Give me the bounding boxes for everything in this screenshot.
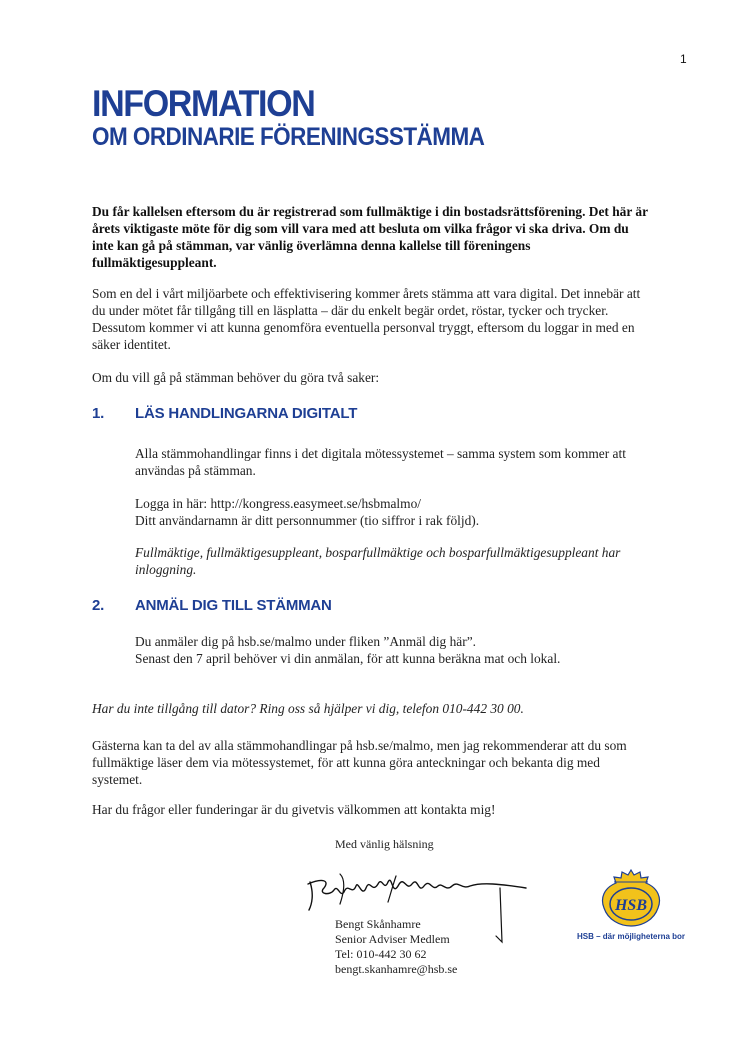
two-steps-paragraph: Om du vill gå på stämman behöver du göra två saker: xyxy=(92,370,380,385)
contact-paragraph: Har du frågor eller funderingar är du givetvis välkommen att kontakta mig! xyxy=(92,802,496,817)
section-1-title: LÄS HANDLINGARNA DIGITALT xyxy=(135,405,358,422)
logo-text: HSB xyxy=(614,897,648,914)
page-subtitle: OM ORDINARIE FÖRENINGSSTÄMMA xyxy=(92,123,485,151)
section-2-heading xyxy=(92,597,332,614)
section-1-number: 1. xyxy=(92,405,105,422)
hsb-logo xyxy=(596,868,666,930)
signer-name: Bengt Skånhamre xyxy=(335,917,421,931)
help-note: Har du inte tillgång till dator? Ring oss så hjälper vi dig, telefon 010-442 30 00. xyxy=(92,701,524,716)
signer-role: Senior Adviser Medlem xyxy=(335,932,450,946)
signer-email: bengt.skanhamre@hsb.se xyxy=(335,962,458,976)
login-url-line: Logga in här: http://kongress.easymeet.se/hsbmalmo/ xyxy=(135,496,421,511)
section-2-text xyxy=(135,633,655,667)
page-number: 1 xyxy=(680,52,687,66)
section-1-text: Alla stämmohandlingar finns i det digitala mötessystemet – samma system som kommer att användas på stämman. xyxy=(135,446,626,478)
section-1-heading xyxy=(92,405,357,422)
section-1-login xyxy=(135,495,655,529)
section-1-note: Fullmäktige, fullmäktigesuppleant, bosparfullmäktige och bosparfullmäktigesuppleant har inloggning. xyxy=(135,545,621,577)
signer-phone: Tel: 010-442 30 62 xyxy=(335,947,427,961)
closing-greeting: Med vänlig hälsning xyxy=(335,837,434,851)
registration-line: Du anmäler dig på hsb.se/malmo under fliken ”Anmäl dig här”. xyxy=(135,634,476,649)
section-2-title: ANMÄL DIG TILL STÄMMAN xyxy=(135,597,332,614)
deadline-line: Senast den 7 april behöver vi din anmälan, för att kunna beräkna mat och lokal. xyxy=(135,651,561,666)
page-title: INFORMATION xyxy=(92,83,315,124)
logo-tagline: HSB – där möjligheterna bor xyxy=(577,932,686,941)
guests-paragraph: Gästerna kan ta del av alla stämmohandlingar på hsb.se/malmo, men jag rekommenderar att du som fullmäktige läser dem via mötessystemet, för att kunna göra anteckningar och bekanta dig med systemet. xyxy=(92,738,627,787)
intro-paragraph: Du får kallelsen eftersom du är registrerad som fullmäktige i din bostadsrättsförening. Det här är årets viktigaste möte för dig som vill vara med att besluta om vilka frågor vi ska driva. Om du inte kan gå på stämman, var vänlig överlämna denna kallelse till föreningens fullmäktigesuppleant. xyxy=(92,204,648,270)
title-block xyxy=(92,84,528,152)
section-2-number: 2. xyxy=(92,597,105,614)
digital-meeting-paragraph: Som en del i vårt miljöarbete och effektivisering kommer årets stämma att vara digital. Det innebär att du under mötet får tillgång till en läsplatta – där du enkelt begär ordet, röstar, tycker och trycker. Dessutom kommer vi att kunna genomföra eventuella personval tryggt, eftersom du loggar in med en säker identitet. xyxy=(92,286,641,352)
signature-block xyxy=(335,917,457,977)
username-line: Ditt användarnamn är ditt personnummer (tio siffror i rak följd). xyxy=(135,513,480,528)
